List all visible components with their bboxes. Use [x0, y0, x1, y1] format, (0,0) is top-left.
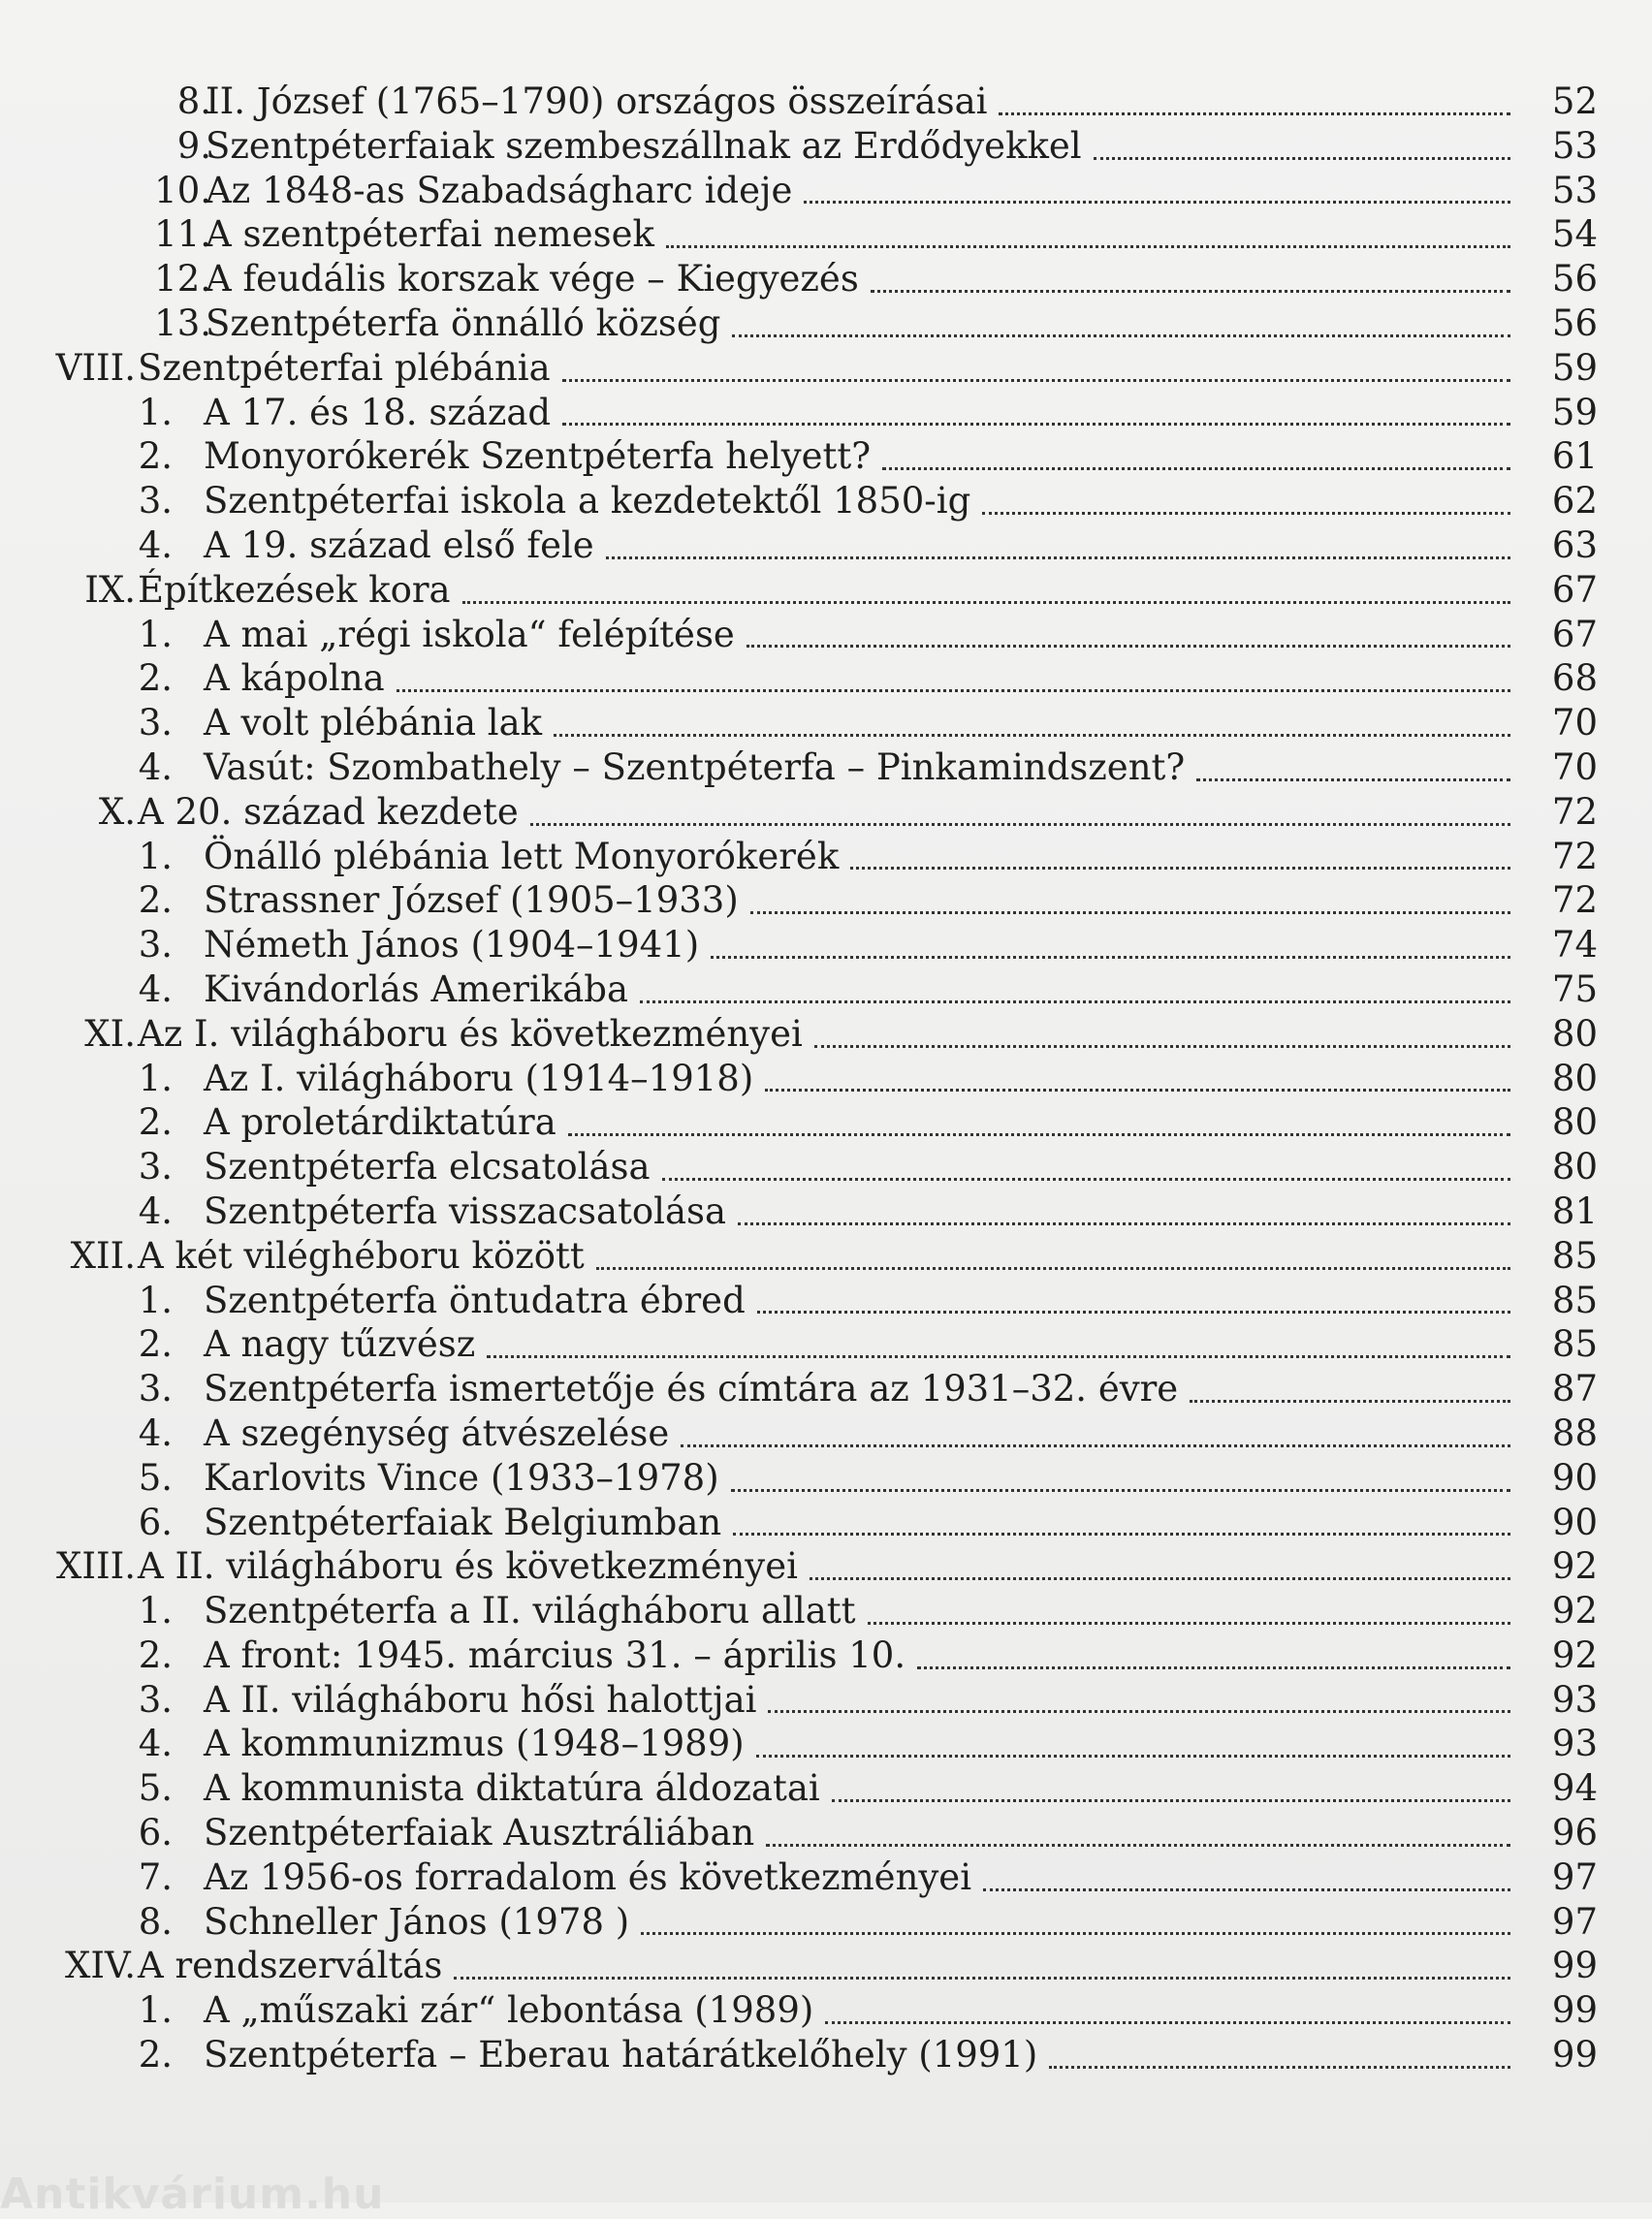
- toc-entry-number: 1.: [138, 835, 173, 877]
- toc-entry-body: [204, 1279, 1520, 1323]
- dot-leader: [397, 678, 1510, 692]
- toc-entry-number: 4.: [138, 745, 173, 788]
- toc-section-row: [0, 1456, 1652, 1501]
- toc-page-number: 99: [1551, 2034, 1598, 2076]
- toc-section-row: [0, 1722, 1652, 1766]
- toc-entry-title: A 20. század kezdete: [138, 790, 519, 833]
- toc-page-number: 70: [1551, 702, 1598, 745]
- toc-entry-number: 3.: [138, 924, 173, 967]
- toc-entry-title: A 17. és 18. század: [204, 391, 552, 433]
- toc-section-row: [0, 701, 1652, 745]
- toc-entry-number: XII.: [70, 1234, 136, 1277]
- toc-entry-body: [204, 1057, 1520, 1101]
- toc-entry-title: Szentpéterfa ismertetője és címtára az 1931–32. évre: [204, 1368, 1179, 1411]
- dot-leader: [999, 101, 1510, 115]
- toc-entry-title: A proletárdiktatúra: [204, 1101, 556, 1144]
- toc-entry-body: [138, 1234, 1520, 1279]
- toc-page-number: 80: [1551, 1057, 1598, 1099]
- toc-entry-body: [204, 613, 1520, 657]
- toc-entry-body: [206, 257, 1520, 301]
- toc-entry-number: 1.: [138, 1989, 173, 2032]
- dot-leader: [562, 411, 1510, 426]
- toc-entry-title: Szentpéterfa a II. világháboru allatt: [204, 1590, 856, 1633]
- toc-page-number: 72: [1551, 879, 1598, 922]
- toc-entry-title: Strassner József (1905–1933): [204, 879, 739, 922]
- toc-section-row: [0, 257, 1652, 301]
- dot-leader: [982, 500, 1510, 515]
- toc-page-number: 87: [1551, 1368, 1598, 1411]
- toc-chapter-row: [0, 790, 1652, 835]
- toc-entry-body: [204, 1456, 1520, 1501]
- toc-page-number: 54: [1551, 213, 1598, 256]
- toc-entry-body: [138, 1012, 1520, 1057]
- toc-entry-body: [206, 124, 1520, 169]
- toc-entry-number: 3.: [138, 1146, 173, 1189]
- toc-entry-title: A mai „régi iskola“ felépítése: [204, 613, 735, 655]
- toc-section-row: [0, 1501, 1652, 1545]
- toc-page-number: 68: [1551, 657, 1598, 700]
- toc-page-number: 92: [1551, 1633, 1598, 1676]
- toc-entry-number: 4.: [138, 1723, 173, 1765]
- toc-page-number: 94: [1551, 1767, 1598, 1810]
- dot-leader: [814, 1033, 1510, 1048]
- dot-leader: [732, 323, 1510, 337]
- toc-entry-title: II. József (1765–1790) országos összeírásai: [206, 80, 988, 122]
- toc-section-row: [0, 1100, 1652, 1145]
- toc-section-row: [0, 613, 1652, 657]
- toc-section-row: [0, 1367, 1652, 1411]
- toc-section-row: [0, 1279, 1652, 1323]
- toc-section-row: [0, 1189, 1652, 1234]
- toc-entry-body: [204, 878, 1520, 923]
- toc-entry-number: 2.: [138, 1633, 173, 1676]
- toc-page-number: 92: [1551, 1590, 1598, 1633]
- dot-leader: [825, 2010, 1510, 2024]
- toc-entry-number: 6.: [138, 1812, 173, 1854]
- toc-entry-number: 1.: [138, 613, 173, 655]
- toc-page-number: 80: [1551, 1146, 1598, 1189]
- toc-page-number: 53: [1551, 169, 1598, 211]
- dot-leader: [983, 1877, 1510, 1891]
- toc-entry-title: A II. világháboru és következményei: [138, 1545, 798, 1588]
- toc-entry-title: Kivándorlás Amerikába: [204, 967, 629, 1010]
- toc-chapter-row: [0, 346, 1652, 391]
- toc-entry-body: [204, 523, 1520, 568]
- toc-entry-title: A két viléghéboru között: [138, 1234, 585, 1277]
- toc-entry-title: A „műszaki zár“ lebontása (1989): [204, 1989, 814, 2032]
- toc-entry-number: 3.: [138, 1678, 173, 1721]
- toc-section-row: [0, 878, 1652, 923]
- toc-page-number: 88: [1551, 1411, 1598, 1454]
- toc-chapter-row: [0, 1544, 1652, 1589]
- toc-page-number: 97: [1551, 1900, 1598, 1943]
- toc-section-row: [0, 1766, 1652, 1811]
- toc-section-row: [0, 1988, 1652, 2033]
- dot-leader: [1196, 767, 1510, 781]
- toc-page-number: 70: [1551, 745, 1598, 788]
- dot-leader: [871, 278, 1510, 293]
- toc-entry-title: Az I. világháboru (1914–1918): [204, 1057, 754, 1099]
- dot-leader: [462, 589, 1510, 604]
- toc-page-number: 56: [1551, 258, 1598, 301]
- toc-entry-number: 13.: [154, 301, 211, 344]
- toc-entry-title: Az I. világháboru és következményei: [138, 1012, 803, 1055]
- toc-page-number: 56: [1551, 301, 1598, 344]
- toc-page-number: 74: [1551, 924, 1598, 967]
- toc-section-row: [0, 2033, 1652, 2077]
- toc-entry-title: Szentpéterfaiak Ausztráliában: [204, 1812, 755, 1854]
- toc-page-number: 67: [1551, 568, 1598, 611]
- dot-leader: [1049, 2054, 1510, 2069]
- dot-leader: [733, 1521, 1510, 1536]
- toc-entry-number: 9.: [176, 124, 211, 167]
- toc-page-number: 72: [1551, 835, 1598, 877]
- toc-entry-number: 8.: [138, 1900, 173, 1943]
- toc-entry-body: [204, 391, 1520, 435]
- dot-leader: [606, 545, 1510, 559]
- toc-entry-body: [204, 1811, 1520, 1855]
- toc-entry-title: Az 1848-as Szabadságharc ideje: [206, 169, 793, 211]
- toc-entry-number: 5.: [138, 1767, 173, 1810]
- toc-page-number: 97: [1551, 1855, 1598, 1898]
- dot-leader: [596, 1255, 1510, 1270]
- dot-leader: [711, 944, 1510, 959]
- toc-entry-number: 5.: [138, 1456, 173, 1499]
- toc-entry-title: Karlovits Vince (1933–1978): [204, 1456, 719, 1499]
- dot-leader: [882, 456, 1510, 470]
- toc-entry-body: [204, 1855, 1520, 1900]
- dot-leader: [747, 633, 1510, 648]
- dot-leader: [738, 1211, 1510, 1225]
- toc-entry-body: [204, 1411, 1520, 1456]
- dot-leader: [766, 1832, 1510, 1847]
- dot-leader: [681, 1433, 1510, 1447]
- toc-entry-number: 3.: [138, 480, 173, 523]
- toc-entry-number: 4.: [138, 1189, 173, 1232]
- toc-chapter-row: [0, 1012, 1652, 1057]
- toc-section-row: [0, 212, 1652, 257]
- toc-entry-title: Szentpéterfa öntudatra ébred: [204, 1279, 746, 1321]
- toc-section-row: [0, 1811, 1652, 1855]
- toc-entry-body: [204, 701, 1520, 745]
- dot-leader: [832, 1788, 1510, 1802]
- toc-section-row: [0, 479, 1652, 523]
- toc-entry-title: A rendszerváltás: [138, 1945, 443, 1987]
- toc-page-number: 72: [1551, 790, 1598, 833]
- dot-leader: [810, 1566, 1510, 1580]
- toc-entry-number: 11.: [154, 213, 211, 256]
- toc-entry-body: [204, 745, 1520, 790]
- toc-entry-number: 1.: [138, 1590, 173, 1633]
- toc-section-row: [0, 835, 1652, 879]
- toc-section-row: [0, 523, 1652, 568]
- toc-entry-number: 10.: [154, 169, 211, 211]
- dot-leader: [454, 1965, 1510, 1980]
- toc-page-number: 63: [1551, 523, 1598, 566]
- toc-entry-body: [206, 79, 1520, 124]
- dot-leader: [530, 811, 1510, 826]
- toc-entry-title: A kommunista diktatúra áldozatai: [204, 1767, 820, 1810]
- toc-page-number: 93: [1551, 1678, 1598, 1721]
- toc-entry-body: [204, 967, 1520, 1012]
- toc-entry-body: [204, 1678, 1520, 1723]
- toc-entry-number: 4.: [138, 1411, 173, 1454]
- toc-section-row: [0, 1633, 1652, 1678]
- toc-entry-title: Szentpéterfaiak szembeszállnak az Erdődyekkel: [206, 124, 1082, 167]
- toc-entry-body: [204, 1189, 1520, 1234]
- toc-entry-number: IX.: [84, 568, 136, 611]
- toc-page-number: 80: [1551, 1101, 1598, 1144]
- dot-leader: [562, 367, 1510, 382]
- toc-page-number: 81: [1551, 1189, 1598, 1232]
- toc-entry-body: [204, 1988, 1520, 2033]
- toc-section-row: [0, 1411, 1652, 1456]
- dot-leader: [666, 234, 1510, 248]
- toc-entry-number: XI.: [84, 1012, 136, 1055]
- toc-chapter-row: [0, 1234, 1652, 1279]
- toc-entry-number: 4.: [138, 967, 173, 1010]
- toc-entry-title: A II. világháboru hősi halottjai: [204, 1678, 757, 1721]
- toc-entry-title: Szentpéterfa önnálló község: [206, 301, 721, 344]
- toc-section-row: [0, 1589, 1652, 1633]
- toc-page-number: 85: [1551, 1279, 1598, 1321]
- toc-entry-body: [204, 434, 1520, 479]
- toc-entry-body: [204, 1766, 1520, 1811]
- dot-leader: [640, 989, 1510, 1003]
- dot-leader: [765, 1077, 1510, 1092]
- toc-entry-number: 3.: [138, 702, 173, 745]
- toc-page-number: 62: [1551, 480, 1598, 523]
- toc-entry-number: 1.: [138, 391, 173, 433]
- toc-entry-body: [204, 2033, 1520, 2077]
- toc-section-row: [0, 391, 1652, 435]
- toc-entry-title: Szentpéterfa elcsatolása: [204, 1146, 651, 1189]
- toc-entry-number: 8.: [176, 80, 211, 122]
- toc-entry-number: 2.: [138, 657, 173, 700]
- dot-leader: [568, 1122, 1510, 1136]
- toc-entry-body: [138, 1544, 1520, 1589]
- toc-entry-body: [206, 212, 1520, 257]
- toc-page-number: 99: [1551, 1989, 1598, 2032]
- toc-entry-title: A feudális korszak vége – Kiegyezés: [206, 258, 859, 301]
- toc-entry-number: VIII.: [55, 346, 136, 389]
- toc-entry-body: [204, 1900, 1520, 1945]
- toc-entry-body: [138, 346, 1520, 391]
- toc-section-row: [0, 79, 1652, 124]
- toc-page-number: 61: [1551, 435, 1598, 478]
- toc-entry-body: [204, 479, 1520, 523]
- toc-entry-body: [138, 1944, 1520, 1988]
- toc-section-row: [0, 1145, 1652, 1189]
- toc-entry-number: X.: [98, 790, 136, 833]
- toc-entry-body: [204, 1633, 1520, 1678]
- toc-entry-title: A szegénység átvészelése: [204, 1411, 670, 1454]
- toc-section-row: [0, 1057, 1652, 1101]
- toc-entry-title: Szentpéterfai iskola a kezdetektől 1850-ig: [204, 480, 971, 523]
- toc-section-row: [0, 656, 1652, 701]
- dot-leader: [731, 1477, 1510, 1492]
- toc-entry-body: [138, 790, 1520, 835]
- toc-entry-title: A 19. század első fele: [204, 523, 594, 566]
- toc-chapter-row: [0, 1944, 1652, 1988]
- toc-section-row: [0, 923, 1652, 967]
- dot-leader: [757, 1299, 1510, 1314]
- toc-entry-title: Szentpéterfa visszacsatolása: [204, 1189, 727, 1232]
- dot-leader: [804, 189, 1510, 204]
- dot-leader: [554, 722, 1510, 737]
- toc-page-number: 92: [1551, 1545, 1598, 1588]
- dot-leader: [868, 1610, 1510, 1625]
- toc-entry-body: [204, 1589, 1520, 1633]
- toc-entry-title: Vasút: Szombathely – Szentpéterfa – Pinkamindszent?: [204, 745, 1186, 788]
- toc-page-number: 85: [1551, 1323, 1598, 1366]
- toc-page-number: 59: [1551, 346, 1598, 389]
- toc-section-row: [0, 301, 1652, 346]
- toc-section-row: [0, 434, 1652, 479]
- dot-leader: [1190, 1388, 1510, 1403]
- toc-chapter-row: [0, 568, 1652, 613]
- toc-page-number: 93: [1551, 1723, 1598, 1765]
- toc-entry-title: Önálló plébánia lett Monyorókerék: [204, 835, 840, 877]
- toc-section-row: [0, 169, 1652, 213]
- toc-entry-body: [204, 1722, 1520, 1766]
- toc-entry-body: [206, 169, 1520, 213]
- toc-page-number: 75: [1551, 967, 1598, 1010]
- toc-section-row: [0, 1322, 1652, 1367]
- dot-leader: [487, 1344, 1510, 1358]
- toc-entry-body: [204, 1367, 1520, 1411]
- toc-entry-title: Monyorókerék Szentpéterfa helyett?: [204, 435, 872, 478]
- toc-entry-number: 2.: [138, 1101, 173, 1144]
- toc-entry-number: 2.: [138, 435, 173, 478]
- toc-entry-body: [204, 1322, 1520, 1367]
- toc-entry-title: A volt plébánia lak: [204, 702, 543, 745]
- toc-page-number: 99: [1551, 1945, 1598, 1987]
- toc-entry-body: [138, 568, 1520, 613]
- toc-entry-title: A front: 1945. március 31. – április 10.: [204, 1633, 906, 1676]
- toc-entry-title: Schneller János (1978 ): [204, 1900, 630, 1943]
- toc-entry-body: [204, 1100, 1520, 1145]
- toc-entry-number: 2.: [138, 2034, 173, 2076]
- toc-section-row: [0, 745, 1652, 790]
- toc-section-row: [0, 1678, 1652, 1723]
- dot-leader: [768, 1698, 1510, 1713]
- toc-entry-body: [204, 1501, 1520, 1545]
- toc-entry-number: 3.: [138, 1368, 173, 1411]
- toc-section-row: [0, 1900, 1652, 1945]
- toc-section-row: [0, 1855, 1652, 1900]
- toc-entry-number: 7.: [138, 1855, 173, 1898]
- toc-entry-title: A kommunizmus (1948–1989): [204, 1723, 745, 1765]
- toc-entry-title: A szentpéterfai nemesek: [206, 213, 654, 256]
- toc-section-row: [0, 967, 1652, 1012]
- toc-entry-body: [204, 923, 1520, 967]
- toc-entry-title: Az 1956-os forradalom és következményei: [204, 1855, 972, 1898]
- toc-entry-number: XIII.: [56, 1545, 136, 1588]
- toc-page-number: 52: [1551, 80, 1598, 122]
- toc-entry-number: 12.: [154, 258, 211, 301]
- toc-entry-number: 1.: [138, 1279, 173, 1321]
- toc-entry-title: Szentpéterfai plébánia: [138, 346, 551, 389]
- toc-page-number: 85: [1551, 1234, 1598, 1277]
- toc-entry-number: 4.: [138, 523, 173, 566]
- toc-page-number: 67: [1551, 613, 1598, 655]
- toc-entry-title: Építkezések kora: [138, 568, 451, 611]
- toc-entry-title: A kápolna: [204, 657, 385, 700]
- toc-entry-number: 6.: [138, 1501, 173, 1543]
- toc-entry-title: Németh János (1904–1941): [204, 924, 700, 967]
- toc-entry-title: A nagy tűzvész: [204, 1323, 476, 1366]
- dot-leader: [756, 1743, 1510, 1758]
- dot-leader: [662, 1166, 1510, 1181]
- toc-page-number: 96: [1551, 1812, 1598, 1854]
- toc-entry-title: Szentpéterfa – Eberau határátkelőhely (1991): [204, 2034, 1038, 2076]
- toc-page-number: 90: [1551, 1456, 1598, 1499]
- toc-entry-title: Szentpéterfaiak Belgiumban: [204, 1501, 722, 1543]
- toc-page-number: 53: [1551, 124, 1598, 167]
- dot-leader: [850, 855, 1510, 870]
- dot-leader: [750, 900, 1510, 914]
- watermark: Antikvárium.hu: [0, 2170, 385, 2219]
- toc-page-number: 90: [1551, 1501, 1598, 1543]
- dot-leader: [641, 1920, 1510, 1935]
- toc-entry-number: XIV.: [65, 1945, 136, 1987]
- toc-entry-body: [204, 656, 1520, 701]
- toc-entry-body: [206, 301, 1520, 346]
- dot-leader: [1094, 145, 1510, 160]
- toc-page-number: 59: [1551, 391, 1598, 433]
- dot-leader: [917, 1655, 1510, 1669]
- toc-entry-number: 2.: [138, 1323, 173, 1366]
- toc-section-row: [0, 124, 1652, 169]
- toc-entry-number: 1.: [138, 1057, 173, 1099]
- toc-entry-body: [204, 835, 1520, 879]
- toc-entry-number: 2.: [138, 879, 173, 922]
- table-of-contents: [0, 79, 1652, 2077]
- toc-page-number: 80: [1551, 1012, 1598, 1055]
- toc-entry-body: [204, 1145, 1520, 1189]
